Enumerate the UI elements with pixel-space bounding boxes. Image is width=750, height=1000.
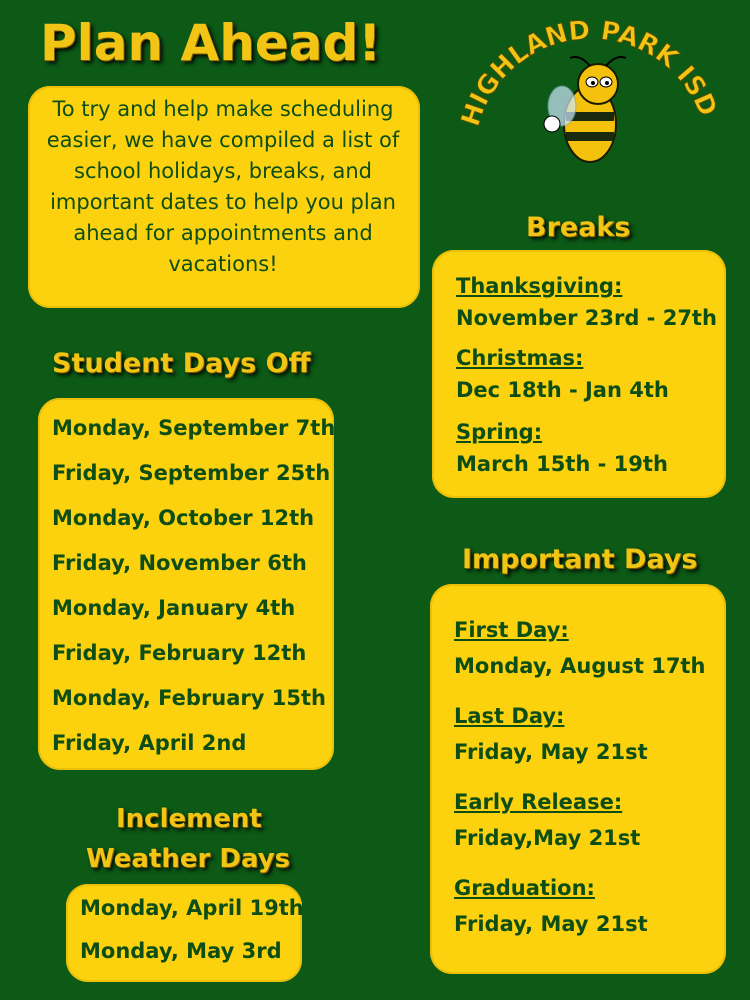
important-value: Friday, May 21st [454, 912, 648, 936]
page-title: Plan Ahead! [40, 14, 382, 72]
break-label: Spring: [456, 420, 543, 444]
list-item: Monday, April 19th [80, 896, 304, 920]
list-item: Monday, September 7th [52, 416, 336, 440]
list-item: Friday, September 25th [52, 461, 331, 485]
important-label: First Day: [454, 618, 569, 642]
intro-text: To try and help make scheduling easier, we have compiled a list of school holidays, breaks, and important dates to help you plan ahead for appointments and vacations! [46, 97, 400, 276]
student-days-off-heading: Student Days Off [52, 348, 311, 379]
list-item: Monday, May 3rd [80, 939, 282, 963]
intro-panel [28, 86, 420, 308]
important-value: Monday, August 17th [454, 654, 706, 678]
list-item: Friday, November 6th [52, 551, 307, 575]
inclement-heading-line1: Inclement [116, 804, 262, 834]
inclement-panel [66, 884, 302, 982]
list-item: Friday, February 12th [52, 641, 307, 665]
important-value: Friday,May 21st [454, 826, 641, 850]
important-value: Friday, May 21st [454, 740, 648, 764]
logo-text: HIGHLAND PARK ISD [455, 15, 723, 130]
break-value: March 15th - 19th [456, 452, 668, 476]
student-days-off-panel [38, 398, 334, 770]
district-logo [445, 10, 735, 180]
important-days-panel [430, 584, 726, 974]
breaks-heading: Breaks [526, 212, 631, 243]
yellow-jacket-mascot-icon [544, 57, 626, 162]
important-days-heading: Important Days [462, 544, 698, 575]
inclement-heading-line2: Weather Days [86, 844, 291, 874]
important-label: Last Day: [454, 704, 565, 728]
important-label: Graduation: [454, 876, 595, 900]
list-item: Friday, April 2nd [52, 731, 247, 755]
list-item: Monday, October 12th [52, 506, 315, 530]
break-value: November 23rd - 27th [456, 306, 717, 330]
break-label: Christmas: [456, 346, 584, 370]
breaks-panel [432, 250, 726, 498]
break-label: Thanksgiving: [456, 274, 623, 298]
important-label: Early Release: [454, 790, 623, 814]
break-value: Dec 18th - Jan 4th [456, 378, 669, 402]
list-item: Monday, February 15th [52, 686, 326, 710]
list-item: Monday, January 4th [52, 596, 296, 620]
